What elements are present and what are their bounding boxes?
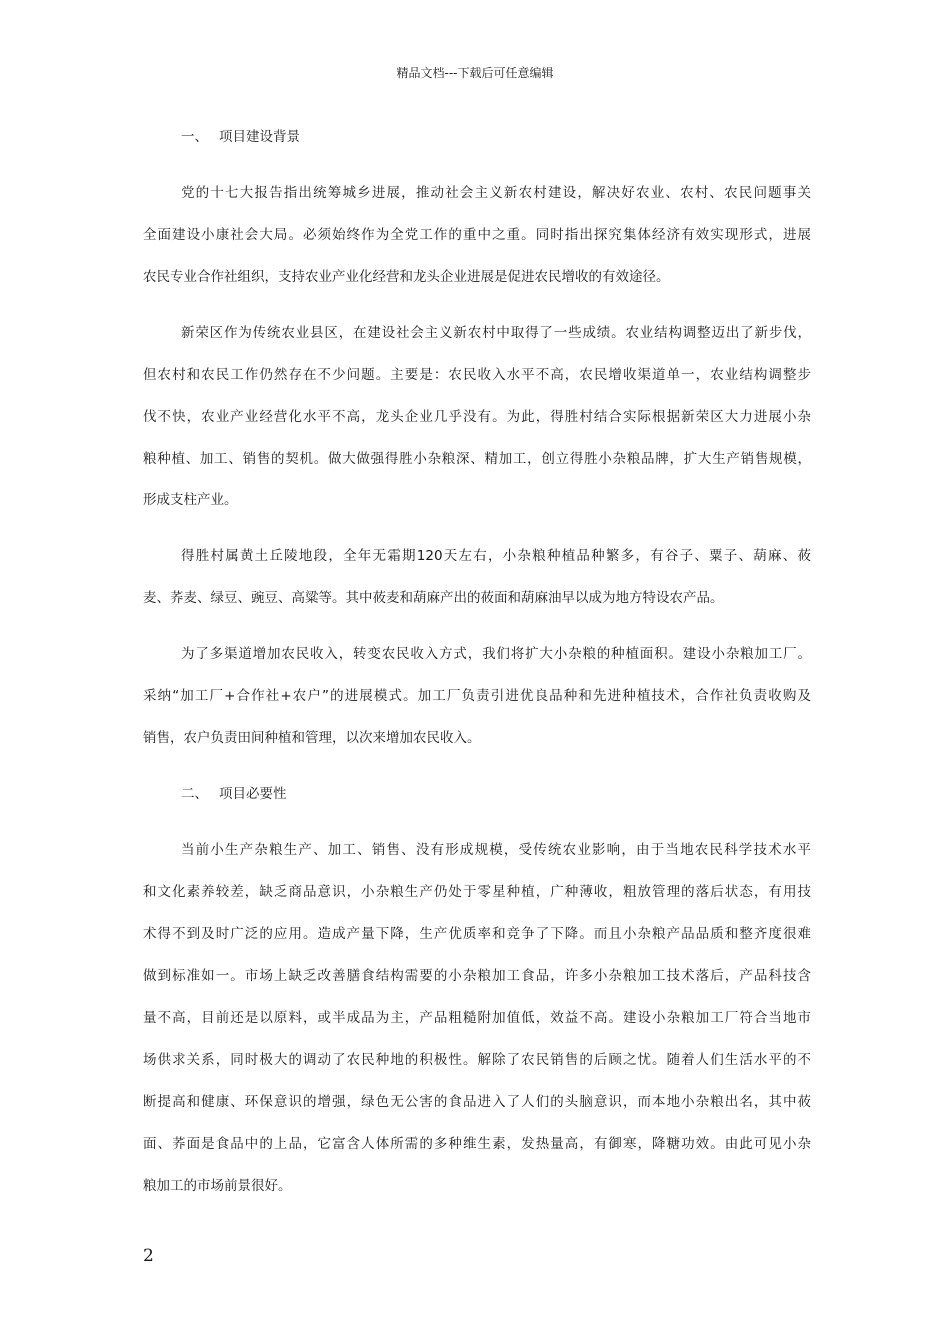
paragraph-line: 当前小生产杂粮生产、加工、销售、没有形成规模，受传统农业影响，由于当地农民科学技术水平 [181, 842, 811, 858]
paragraph-line: 得胜村属黄土丘陵地段，全年无霜期120天左右，小杂粮种植品种繁多，有谷子、粟子、葫麻、莜 [181, 548, 811, 564]
paragraph-line: 麦、荞麦、绿豆、豌豆、高粱等。其中莜麦和葫麻产出的莜面和葫麻油早以成为地方特设农产品。 [143, 590, 724, 606]
paragraph-line: 断提高和健康、环保意识的增强，绿色无公害的食品进入了人们的头脑意识，而本地小杂粮出名，其中莜 [143, 1094, 811, 1110]
paragraph-line: 做到标准如一。市场上缺乏改善膳食结构需要的小杂粮加工食品，许多小杂粮加工技术落后，产品科技含 [143, 968, 811, 984]
paragraph-line: 为了多渠道增加农民收入，转变农民收入方式，我们将扩大小杂粮的种植面积。建设小杂粮加工厂。 [181, 646, 811, 662]
page-header: 精品文档---下载后可任意编辑 [396, 66, 554, 80]
paragraph-line: 伐不快，农业产业经营化水平不高，龙头企业几乎没有。为此，得胜村结合实际根据新荣区大力进展小杂 [143, 409, 811, 425]
paragraph-line: 党的十七大报告指出统筹城乡进展，推动社会主义新农村建设，解决好农业、农村、农民问题事关 [181, 185, 811, 201]
section-heading-2 [181, 784, 287, 804]
paragraph-line: 采纳“加工厂+合作社+农户”的进展模式。加工厂负责引进优良品种和先进种植技术，合作社负责收购及 [143, 688, 811, 704]
paragraph-line: 量不高，目前还是以原料，或半成品为主，产品粗糙附加值低，效益不高。建设小杂粮加工厂符合当地市 [143, 1010, 811, 1026]
section-number: 一、 [181, 129, 208, 145]
paragraph-line: 术得不到及时广泛的应用。造成产量下降，生产优质率和竞争了下降。而且小杂粮产品品质和整齐度很难 [143, 926, 811, 942]
page-number: 2 [143, 1246, 154, 1266]
section-heading-1 [181, 127, 300, 147]
paragraph-line: 新荣区作为传统农业县区，在建设社会主义新农村中取得了一些成绩。农业结构调整迈出了新步伐， [181, 325, 811, 341]
paragraph-line: 形成支柱产业。 [143, 492, 238, 508]
paragraph-line: 面、荞面是食品中的上品，它富含人体所需的多种维生素，发热量高，有御寒，降糖功效。由此可见小杂 [143, 1136, 811, 1152]
paragraph-line: 销售，农户负责田间种植和管理，以次来增加农民收入。 [143, 730, 481, 746]
paragraph-line: 场供求关系，同时极大的调动了农民种地的积极性。解除了农民销售的后顾之忧。随着人们生活水平的不 [143, 1052, 811, 1068]
paragraph-line: 粮加工的市场前景很好。 [143, 1178, 292, 1194]
paragraph-line: 农民专业合作社组织，支持农业产业化经营和龙头企业进展是促进农民增收的有效途径。 [143, 269, 670, 285]
paragraph-line: 粮种植、加工、销售的契机。做大做强得胜小杂粮深、精加工，创立得胜小杂粮品牌，扩大生产销售规模， [143, 451, 811, 467]
paragraph-line: 但农村和农民工作仍然存在不少问题。主要是：农民收入水平不高，农民增收渠道单一，农业结构调整步 [143, 367, 811, 383]
paragraph-line: 全面建设小康社会大局。必须始终作为全党工作的重中之重。同时指出探究集体经济有效实现形式，进展 [143, 227, 811, 243]
paragraph-line: 和文化素养较差，缺乏商品意识，小杂粮生产仍处于零星种植，广种薄收，粗放管理的落后状态，有用技 [143, 884, 811, 900]
section-title: 项目建设背景 [219, 129, 300, 145]
section-title: 项目必要性 [219, 786, 287, 802]
section-number: 二、 [181, 786, 208, 802]
